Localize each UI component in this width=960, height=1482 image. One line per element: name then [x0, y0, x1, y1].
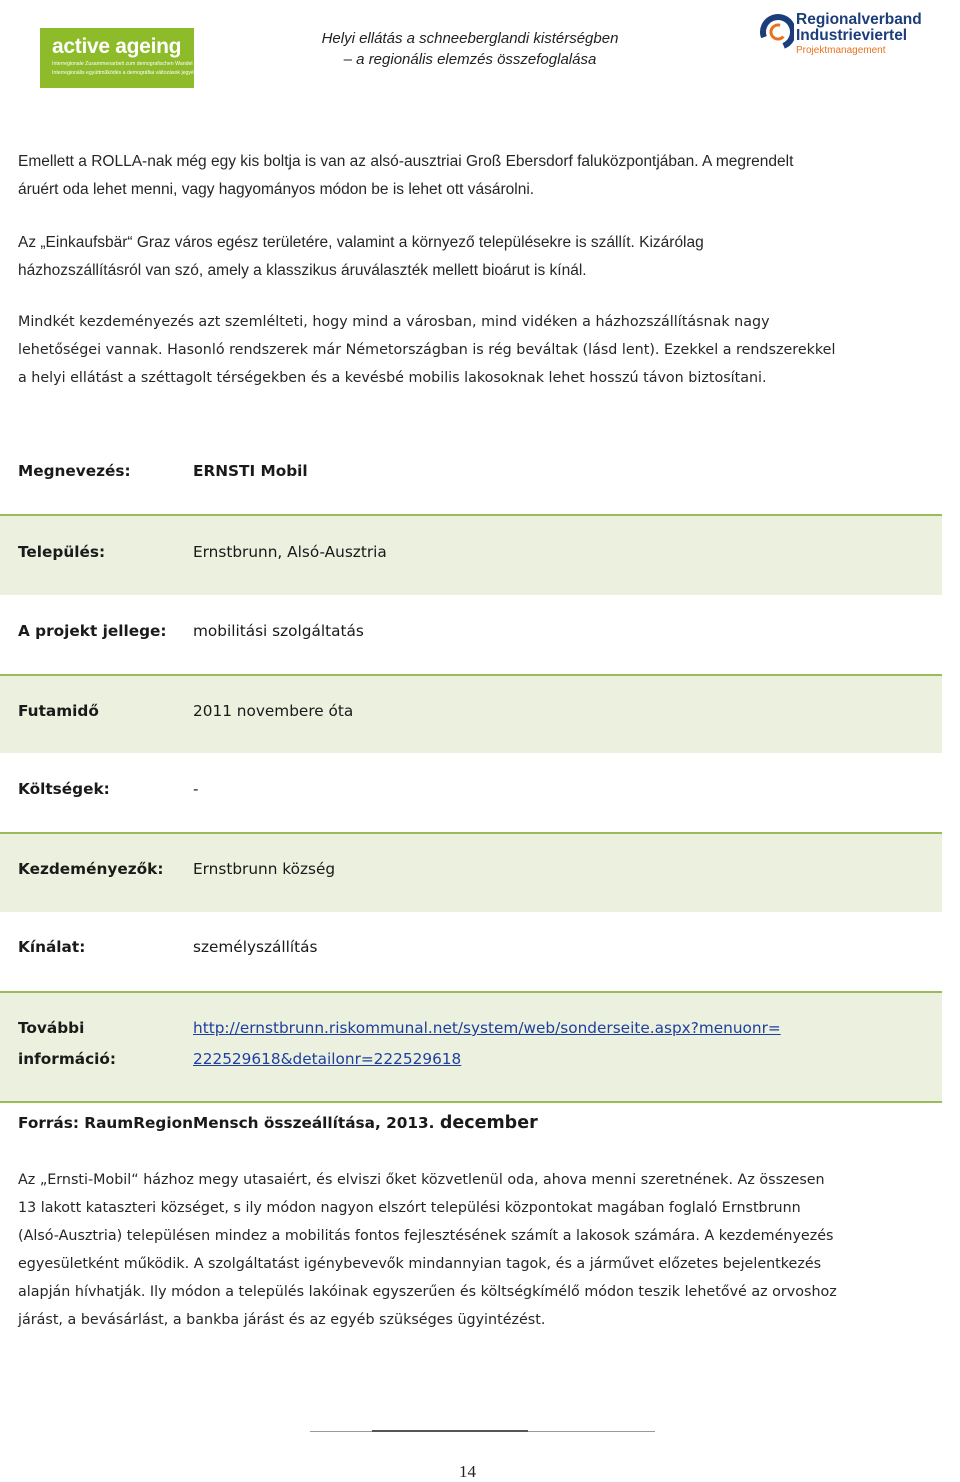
row-value: 2011 novembere óta	[193, 702, 354, 720]
row-label: Futamidő	[18, 702, 99, 720]
text-line: Mindkét kezdeményezés azt szemlélteti, hogy mind a városban, mind vidéken a házhozszállításnak nagy	[18, 314, 770, 330]
row-label-line1: További	[18, 1019, 85, 1037]
active-ageing-logo	[40, 28, 203, 88]
row-label: Megnevezés:	[18, 462, 131, 480]
logo-left-sub1: Interregionale Zusammenarbeit zum demografischen Wandel	[52, 61, 193, 67]
table-row-kezdemenyezok	[0, 832, 942, 912]
logo-right-line2: Industrieviertel	[796, 27, 908, 44]
text-line: Az „Einkaufsbär“ Graz város egész területére, valamint a környező településekre is szállít. Kizárólag	[18, 234, 704, 251]
text-line: Az „Ernsti-Mobil“ házhoz megy utasaiért, és elviszi őket közvetlenül oda, ahova menni szeretnének. Az összesen	[18, 1172, 825, 1188]
text-line: a helyi ellátást a széttagolt térségekben és a kevésbé mobilis lakosoknak lehet hosszú távon biztosítani.	[18, 370, 767, 386]
paragraph-rolla	[18, 148, 943, 204]
text-line: (Alsó-Ausztria) településen mindez a mobilitás fontos fejlesztésének számít a lakosok számára. A kezdeményezés	[18, 1228, 834, 1244]
header-title-line1: Helyi ellátás a schneeberglandi kistérségben	[321, 30, 619, 47]
table-row-projekt-jellege	[0, 595, 942, 674]
text-line: alapján hívhatják. Ily módon a település lakóinak egyszerűen és költségkímélő módon teszik lehetővé az orvoshoz	[18, 1284, 837, 1300]
paragraph-summary	[18, 308, 943, 392]
row-label: Település:	[18, 543, 106, 561]
table-row-futamido	[0, 674, 942, 753]
row-label: Kezdeményezők:	[18, 860, 164, 878]
source-month: december	[439, 1113, 538, 1133]
row-label-line2: információ:	[18, 1050, 117, 1068]
row-label: Költségek:	[18, 780, 110, 798]
row-value: Ernstbrunn, Alsó-Ausztria	[193, 543, 387, 561]
row-value: személyszállítás	[193, 938, 318, 956]
row-label	[18, 1013, 116, 1075]
text-line: Emellett a ROLLA-nak még egy kis boltja is van az alsó-ausztriai Groß Ebersdorf faluközpontjában. A megrendelt	[18, 153, 794, 170]
info-link-line1[interactable]: http://ernstbrunn.riskommunal.net/system/web/sonderseite.aspx?menuonr=	[193, 1019, 781, 1037]
text-line: lehetőségei vannak. Hasonló rendszerek már Németországban is rég beváltak (lásd lent). Ezekkel a rendszerekkel	[18, 342, 836, 358]
row-label: A projekt jellege:	[18, 622, 167, 640]
table-row-koltsegek	[0, 753, 942, 832]
text-line: házhozszállításról van szó, amely a klasszikus áruválaszték mellett bioárut is kínál.	[18, 262, 587, 279]
table-bottom-rule	[0, 1101, 942, 1103]
logo-right-line1: Regionalverband	[796, 11, 922, 28]
source-text: Forrás: RaumRegionMensch összeállítása, 2013.	[18, 1114, 435, 1132]
table-row-telepules	[0, 514, 942, 595]
logo-left-main: active ageing	[52, 35, 182, 58]
text-line: egyesületként működik. A szolgáltatást igénybevevők mindannyian tagok, és a járművet előzetes bejelentkezés	[18, 1256, 822, 1272]
row-value: ERNSTI Mobil	[193, 462, 308, 480]
row-value: mobilitási szolgáltatás	[193, 622, 364, 640]
text-line: 13 lakott kataszteri községet, s ily módon nagyon elszórt települési központokat magában foglaló Ernstbrunn	[18, 1200, 801, 1216]
source-note	[18, 1108, 538, 1138]
header-title-line2: – a regionális elemzés összefoglalása	[343, 51, 597, 68]
paragraph-ernsti-mobil	[18, 1166, 943, 1334]
regionalverband-ring-icon	[758, 6, 794, 58]
text-line: áruért oda lehet menni, vagy hagyományos módon be is lehet ott vásárolni.	[18, 181, 535, 198]
regionalverband-logo	[758, 6, 958, 60]
paragraph-einkaufsbaer	[18, 229, 943, 285]
logo-left-sub2: Interregionális együttműködés a demográfiai változások jegyében	[52, 70, 203, 76]
document-header-title	[250, 28, 690, 70]
footer-divider-accent	[372, 1430, 528, 1432]
row-label: Kínálat:	[18, 938, 86, 956]
table-row-kinalat	[0, 912, 942, 991]
table-row-tovabbi-informacio	[0, 991, 942, 1101]
info-link-line2[interactable]: 222529618&detailonr=222529618	[193, 1050, 462, 1068]
row-value	[193, 1013, 781, 1075]
row-value: -	[193, 780, 199, 798]
text-line: járást, a bevásárlást, a bankba járást és az egyéb szükséges ügyintézést.	[18, 1312, 546, 1328]
page-number: 14	[459, 1462, 476, 1481]
table-row-megnevezes	[0, 434, 942, 514]
row-value: Ernstbrunn község	[193, 860, 336, 878]
logo-right-line3: Projektmanagement	[796, 45, 886, 56]
